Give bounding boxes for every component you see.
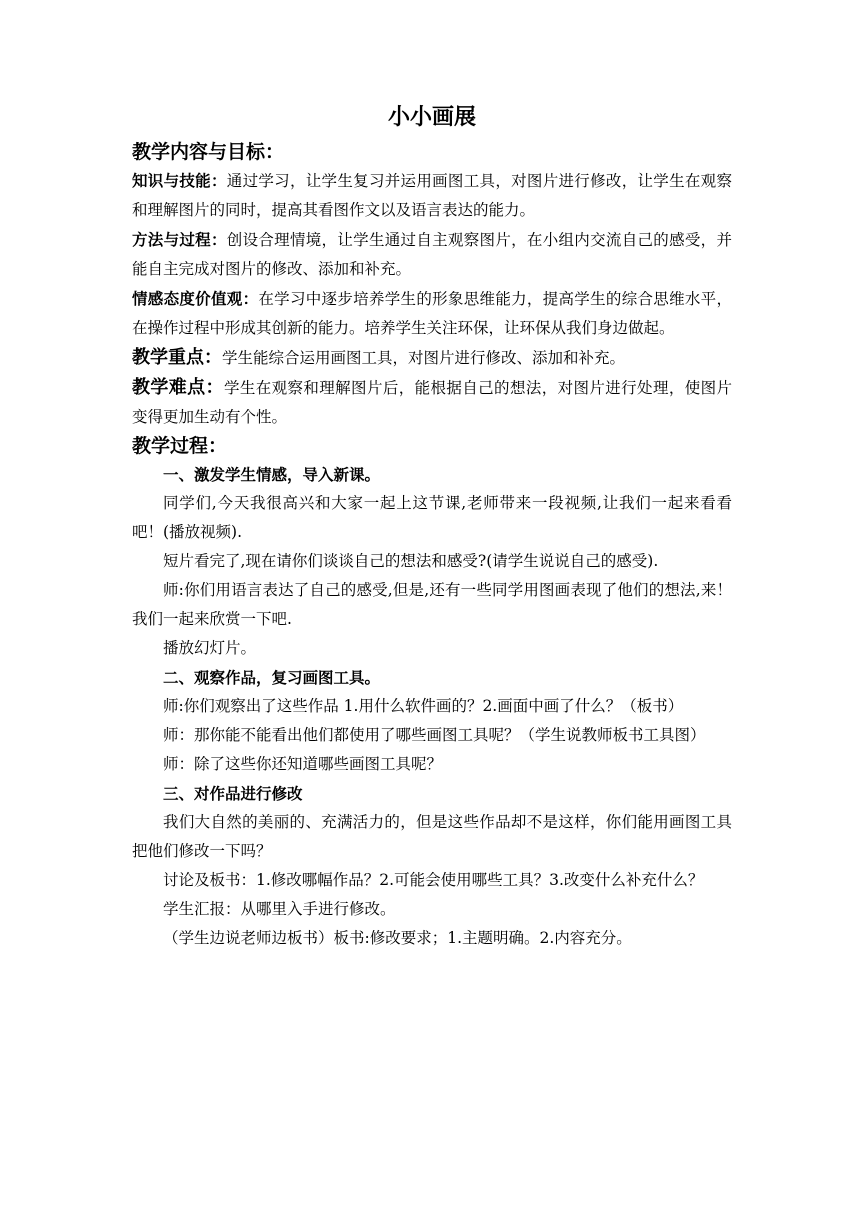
key-point-text: 学生能综合运用画图工具，对图片进行修改、添加和补充。: [222, 349, 626, 367]
paragraph: 短片看完了,现在请你们谈谈自己的想法和感受?(请学生说说自己的感受).: [163, 552, 659, 570]
paragraph: 讨论及板书：1.修改哪幅作品？2.可能会使用哪些工具？3.改变什么补充什么？: [163, 871, 704, 889]
paragraph: 师:你们用语言表达了自己的感受,但是,还有一些同学用图画表现了他们的想法,来！我们一起来欣赏一下吧.: [132, 581, 732, 628]
paragraph: 师:你们观察出了这些作品 1.用什么软件画的？2.画面中画了什么？（板书）: [163, 697, 684, 715]
goal-method-process: [132, 225, 732, 284]
goal-label: 情感态度价值观：: [132, 289, 259, 308]
goals-heading: 教学内容与目标：: [132, 141, 285, 163]
goal-text: 创设合理情境，让学生通过自主观察图片，在小组内交流自己的感受，并能自主完成对图片的修改、添加和补充。: [132, 231, 732, 278]
difficulty: [132, 373, 732, 432]
goal-label: 方法与过程：: [132, 230, 227, 249]
paragraph: 播放幻灯片。: [163, 639, 257, 657]
goal-knowledge-skills: [132, 166, 732, 225]
paragraph: 师：除了这些你还知道哪些画图工具呢？: [163, 755, 443, 773]
section-title: 二、观察作品，复习画图工具。: [163, 668, 381, 687]
goal-label: 知识与技能：: [132, 171, 227, 190]
goal-text: 通过学习，让学生复习并运用画图工具，对图片进行修改，让学生在观察和理解图片的同时，提高其看图作文以及语言表达的能力。: [132, 172, 732, 219]
goal-attitude-values: [132, 284, 732, 343]
section-title: 三、对作品进行修改: [163, 784, 303, 803]
process-heading: 教学过程：: [132, 435, 228, 457]
key-point-label: 教学重点：: [132, 347, 222, 368]
paragraph: 同学们,今天我很高兴和大家一起上这节课,老师带来一段视频,让我们一起来看看吧！(播放视频).: [132, 494, 732, 541]
paragraph: 师：那你能不能看出他们都使用了哪些画图工具呢？（学生说教师板书工具图）: [163, 726, 706, 744]
section-title: 一、激发学生情感，导入新课。: [163, 465, 381, 484]
paragraph: 我们大自然的美丽的、充满活力的，但是这些作品却不是这样，你们能用画图工具把他们修改一下吗？: [132, 813, 732, 860]
document-page: [132, 100, 732, 953]
difficulty-label: 教学难点：: [132, 377, 224, 398]
goal-text: 在学习中逐步培养学生的形象思维能力，提高学生的综合思维水平，在操作过程中形成其创新的能力。培养学生关注环保，让环保从我们身边做起。: [132, 290, 732, 337]
paragraph: （学生边说老师边板书）板书:修改要求；1.主题明确。2.内容充分。: [163, 929, 632, 947]
key-point: [132, 343, 732, 373]
paragraph: 学生汇报：从哪里入手进行修改。: [163, 900, 396, 918]
document-title: 小小画展: [387, 104, 476, 130]
difficulty-text: 学生在观察和理解图片后，能根据自己的想法，对图片进行处理，使图片变得更加生动有个性。: [132, 379, 732, 426]
